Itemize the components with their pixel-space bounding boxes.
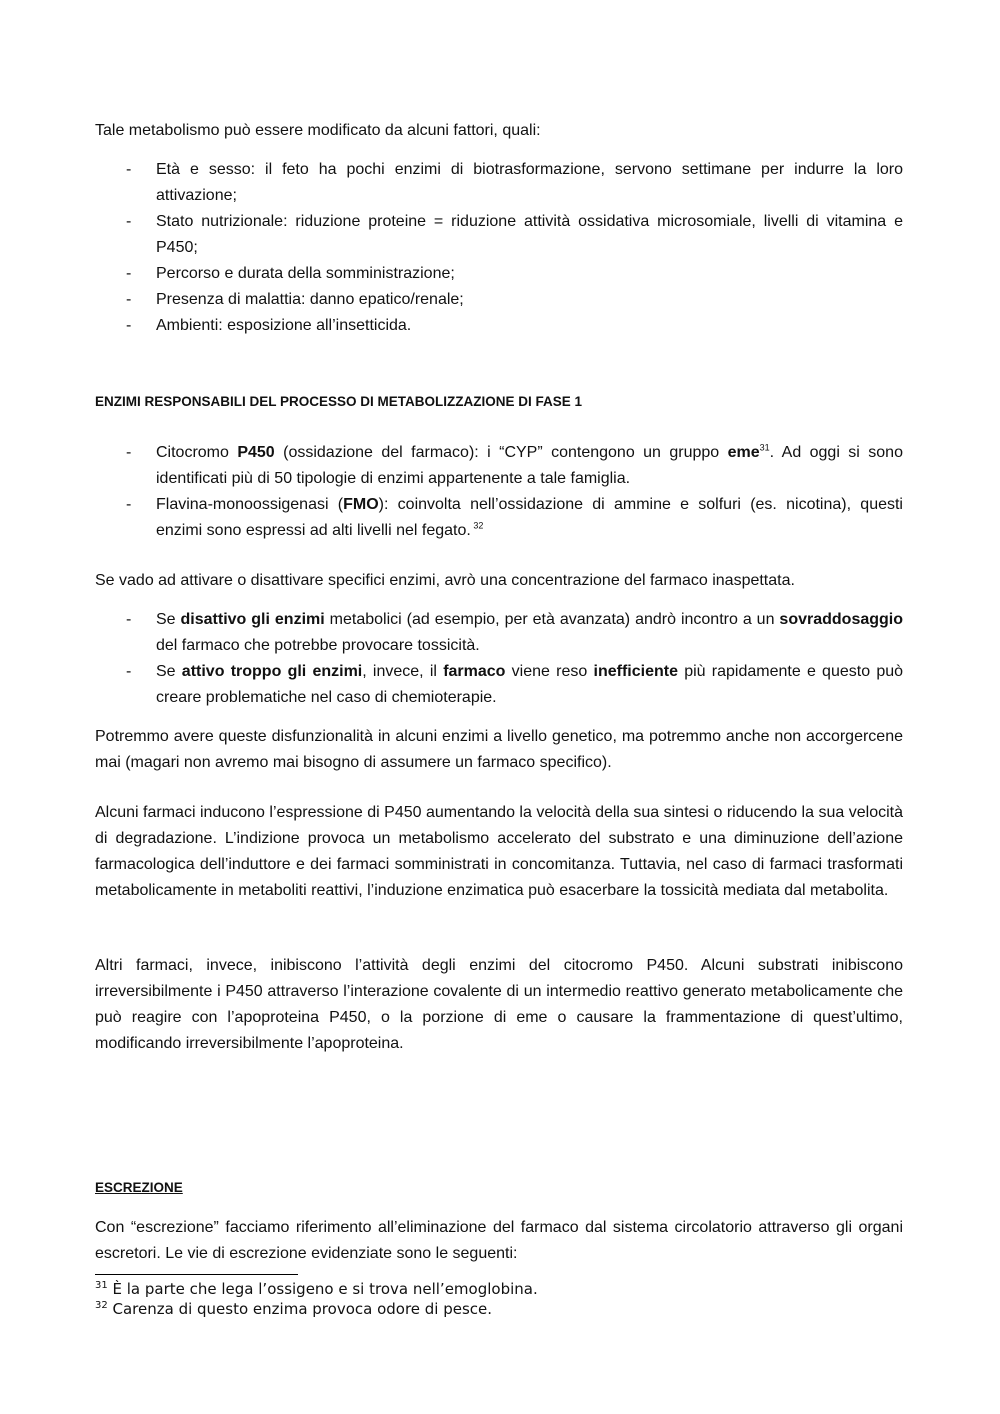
section-heading-escrezione: ESCREZIONE [95, 1180, 183, 1195]
bullet-dash: - [126, 265, 132, 282]
section-heading-enzimi: ENZIMI RESPONSABILI DEL PROCESSO DI METABOLIZZAZIONE DI FASE 1 [95, 394, 583, 409]
paragraph: Alcuni farmaci inducono l’espressione di P450 aumentando la velocità della sua sintesi o riducendo la sua velocità di degradazione. L’indizione provoca un metabolismo accelerato del substrato e una diminuzione dell’azione farmacologica dell’induttore e dei farmaci somministrati in concomitanza. Tuttavia, nel caso di farmaci trasformati metabolicamente in metaboliti reattivi, l’induzione enzimatica può esacerbare la tossicità mediata dal metabolita. [95, 804, 903, 899]
footnote-number: 32 [95, 1300, 108, 1311]
bullet-dash: - [126, 317, 132, 334]
bullet-dash: - [126, 663, 132, 680]
list-item: - Stato nutrizionale: riduzione proteine = riduzione attività ossidativa microsomiale, livelli di vitamina e P450; [95, 209, 903, 261]
paragraph: Con “escrezione” facciamo riferimento all’eliminazione del farmaco dal sistema circolatorio attraverso gli organi escretori. Le vie di escrezione evidenziate sono le seguenti: [95, 1219, 903, 1262]
effects-list [95, 607, 903, 711]
list-item: - Età e sesso: il feto ha pochi enzimi di biotrasformazione, servono settimane per indurre la loro attivazione; [95, 157, 903, 209]
footnote-separator [95, 1274, 298, 1275]
paragraph: Altri farmaci, invece, inibiscono l’attività degli enzimi del citocromo P450. Alcuni substrati inibiscono irreversibilmente i P450 attraverso l’interazione covalente di un intermedio reattivo generato metabolicamente che può reagire con l’apoproteina P450, o la porzione di eme o causare la frammentazione di quest’ultimo, modificando irreversibilmente l’apoproteina. [95, 957, 903, 1052]
enzymes-list [95, 440, 903, 544]
list-item: - Percorso e durata della somministrazione; [95, 261, 903, 287]
footnote-ref[interactable]: 32 [470, 520, 484, 531]
list-item: - Se attivo troppo gli enzimi, invece, il farmaco viene reso inefficiente più rapidamente e questo può creare problematiche nel caso di chemioterapie. [95, 659, 903, 711]
bullet-dash: - [126, 291, 132, 308]
footnote-ref[interactable]: 31 [759, 442, 770, 453]
list-item: - Presenza di malattia: danno epatico/renale; [95, 287, 903, 313]
paragraph: Potremmo avere queste disfunzionalità in alcuni enzimi a livello genetico, ma potremmo anche non accorgercene mai (magari non avremo mai bisogno di assumere un farmaco specifico). [95, 728, 903, 771]
bullet-dash: - [126, 444, 132, 461]
intro-paragraph: Tale metabolismo può essere modificato da alcuni fattori, quali: [95, 122, 541, 139]
list-item: - Se disattivo gli enzimi metabolici (ad esempio, per età avanzata) andrò incontro a un sovraddosaggio del farmaco che potrebbe provocare tossicità. [95, 607, 903, 659]
bullet-dash: - [126, 496, 132, 513]
footnote: $^{32}$ Carenza di questo enzima provoca odore di pesce. [95, 1300, 493, 1318]
list-item: - Ambienti: esposizione all’insetticida. [95, 313, 903, 339]
bullet-dash: - [126, 611, 132, 628]
paragraph: Se vado ad attivare o disattivare specifici enzimi, avrò una concentrazione del farmaco inaspettata. [95, 572, 795, 589]
bullet-dash: - [126, 161, 132, 178]
footnote: $^{31}$ È la parte che lega l’ossigeno e si trova nell’emoglobina. [95, 1280, 538, 1298]
factors-list [95, 157, 903, 339]
bullet-dash: - [126, 213, 132, 230]
list-item: - Flavina-monoossigenasi (FMO): coinvolta nell’ossidazione di ammine e solfuri (es. nicotina), questi enzimi sono espressi ad alti livelli nel fegato. $^{32}$ [95, 492, 903, 544]
list-item: - Citocromo P450 (ossidazione del farmaco): i “CYP” contengono un gruppo eme$^{31}$. Ad oggi si sono identificati più di 50 tipologie di enzimi appartenente a tale famiglia. [95, 440, 903, 492]
footnote-number: 31 [95, 1280, 108, 1291]
